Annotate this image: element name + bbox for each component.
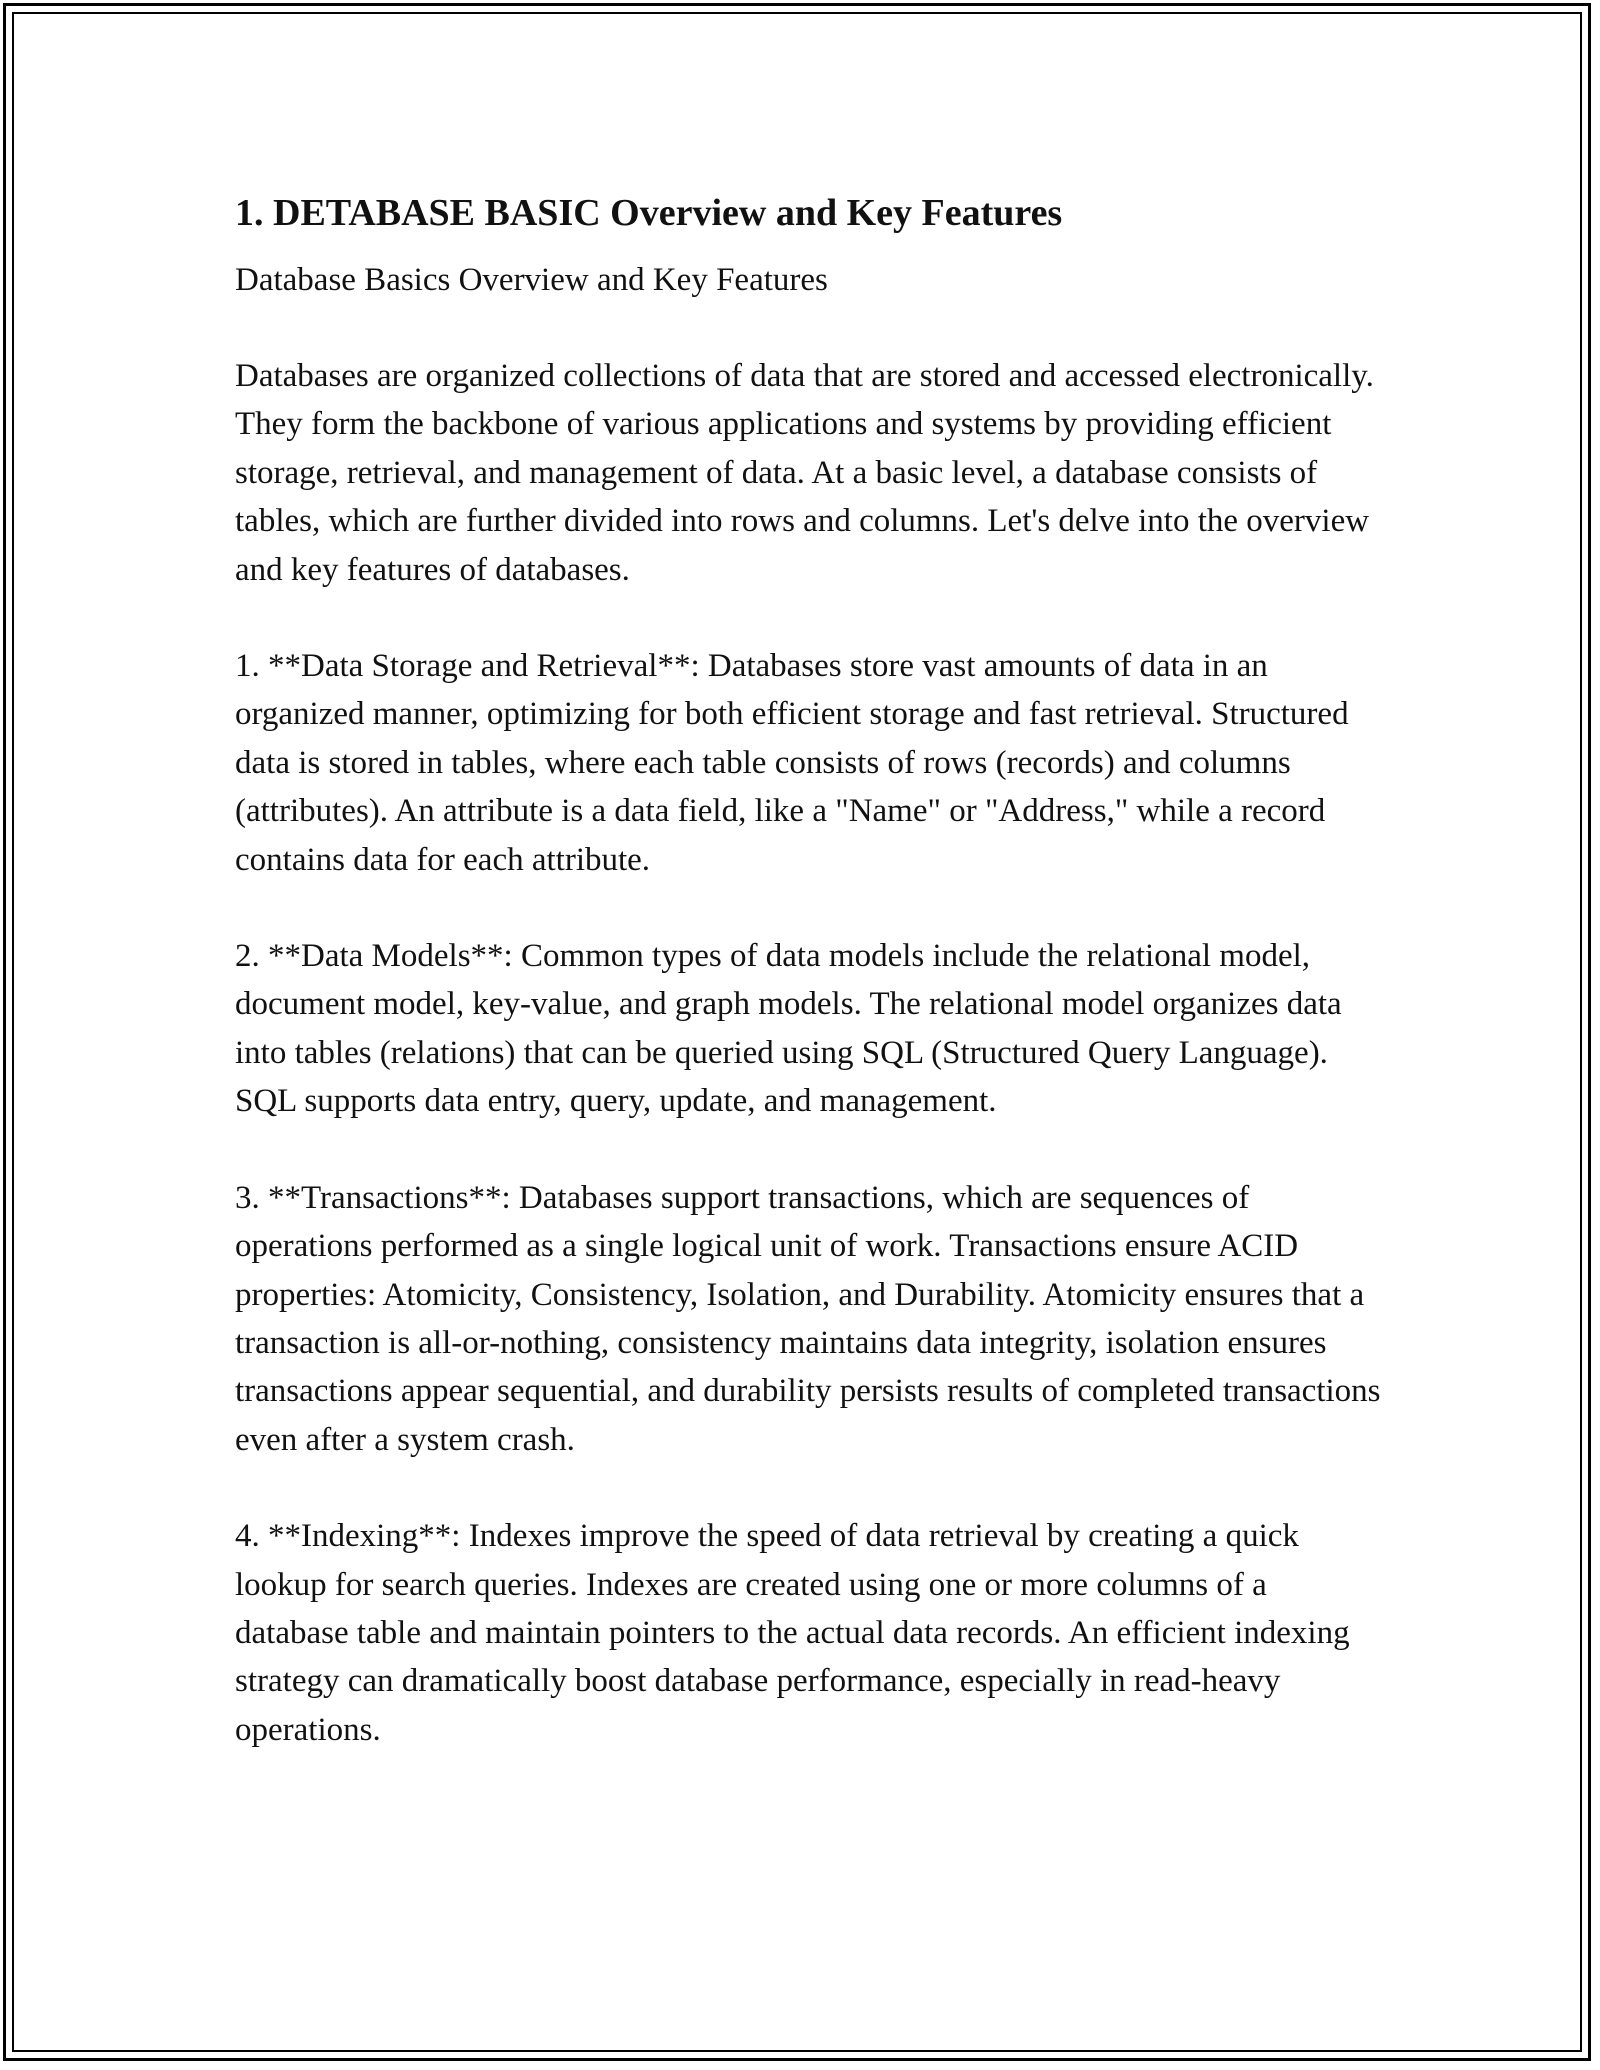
paragraph-transactions: 3. **Transactions**: Databases support transactions, which are sequences of operations performed as a single logical unit of work. Transactions ensure ACID properties: Atomicity, Consistency, Isolation, and Durability. Atomicity ensures that a transaction is all-or-nothing, consistency maintains data integrity, isolation ensures transactions appear sequential, and durability persists results of completed transactions even after a system crash. [235,1179,1381,1458]
intro-paragraph: Databases are organized collections of data that are stored and accessed electronically. They form the backbone of various applications and systems by providing efficient storage, retrieval, and management of data. At a basic level, a database consists of tables, which are further divided into rows and columns. Let's delve into the overview and key features of databases. [235,358,1374,588]
paragraph-data-storage: 1. **Data Storage and Retrieval**: Databases store vast amounts of data in an organized manner, optimizing for both efficient storage and fast retrieval. Structured data is stored in tables, where each table consists of rows (records) and columns (attributes). An attribute is a data field, like a "Name" or "Address," while a record contains data for each attribute. [235,648,1349,878]
paragraph-indexing: 4. **Indexing**: Indexes improve the speed of data retrieval by creating a quick lookup for search queries. Indexes are created using one or more columns of a database table and maintain pointers to the actual data records. An efficient indexing strategy can dramatically boost database performance, especially in read-heavy operations. [235,1518,1350,1748]
document-body [235,186,1385,1802]
document-subtitle: Database Basics Overview and Key Features [235,262,828,298]
paragraph-data-models: 2. **Data Models**: Common types of data models include the relational model, document model, key-value, and graph models. The relational model organizes data into tables (relations) that can be queried using SQL (Structured Query Language). SQL supports data entry, query, update, and management. [235,938,1342,1120]
document-title: 1. DETABASE BASIC Overview and Key Features [235,192,1063,234]
